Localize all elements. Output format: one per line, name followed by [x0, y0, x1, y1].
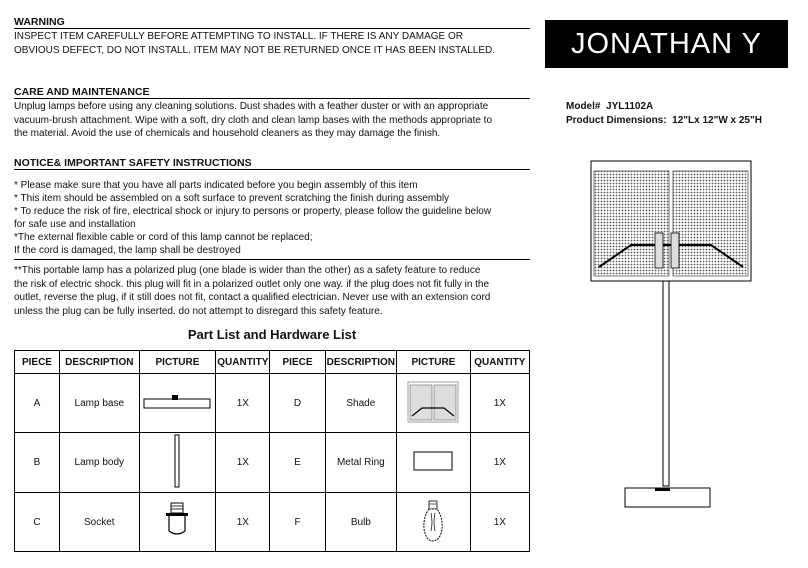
- warning-text: [14, 30, 544, 57]
- picture-cell: [139, 493, 216, 552]
- notice-line: If the cord is damaged, the lamp shall be destroyed: [14, 245, 241, 256]
- lamp-body-picture: [167, 433, 187, 489]
- warning-title: WARNING: [14, 16, 530, 29]
- metal-ring-picture: [412, 449, 454, 473]
- quantity-cell: 1X: [470, 374, 529, 433]
- table-row: [15, 433, 530, 493]
- description-cell: Lamp body: [59, 433, 139, 493]
- notice-list: [14, 179, 544, 257]
- care-line: Unplug lamps before using any cleaning solutions. Dust shades with a feather duster or with an appropriate: [14, 101, 489, 112]
- care-title: CARE AND MAINTENANCE: [14, 86, 530, 99]
- lamp-diagram: [585, 155, 760, 510]
- piece-cell: C: [15, 493, 60, 552]
- picture-cell: [397, 493, 471, 552]
- picture-cell: [139, 433, 216, 493]
- parts-table: [14, 350, 530, 552]
- model-number: Model# JYL1102A: [566, 101, 654, 112]
- description-cell: Lamp base: [59, 374, 139, 433]
- notice-line: for safe use and installation: [14, 219, 136, 230]
- shade-drawing: [591, 161, 751, 281]
- table-header-row: [15, 351, 530, 374]
- lamp-base-drawing: [625, 488, 710, 507]
- piece-cell: B: [15, 433, 60, 493]
- description-cell: Shade: [325, 374, 397, 433]
- piece-cell: D: [270, 374, 325, 433]
- column-header: PICTURE: [139, 351, 216, 374]
- table-row: [15, 374, 530, 433]
- notice-line: * Please make sure that you have all parts indicated before you begin assembly of this item: [14, 180, 418, 191]
- polarized-line: the risk of electric shock. this plug will fit in a polarized outlet only one way. if the plug does not fit fully in the: [14, 278, 490, 290]
- picture-cell: [397, 374, 471, 433]
- quantity-cell: 1X: [216, 374, 270, 433]
- column-header: QUANTITY: [216, 351, 270, 374]
- care-text: [14, 100, 544, 141]
- piece-cell: F: [270, 493, 325, 552]
- piece-cell: A: [15, 374, 60, 433]
- table-row: [15, 493, 530, 552]
- column-header: QUANTITY: [470, 351, 529, 374]
- piece-cell: E: [270, 433, 325, 493]
- product-dimensions: Product Dimensions: 12"Lx 12"W x 25"H: [566, 115, 762, 126]
- notice-line: * This item should be assembled on a soft surface to prevent scratching the finish during assembly: [14, 193, 450, 204]
- polarized-line: outlet, reverse the plug, if it still does not fit, contact a qualified electrician. Never use with an extension cord: [14, 292, 491, 303]
- quantity-cell: 1X: [470, 493, 529, 552]
- description-cell: Metal Ring: [325, 433, 397, 493]
- column-header: PIECE: [270, 351, 325, 374]
- lamp-rod-drawing: [663, 281, 669, 486]
- care-line: vacuum-brush attachment. Wipe with a soft, dry cloth and clean lamp bases with the methods appropriate to: [14, 114, 493, 126]
- socket-picture: [162, 501, 192, 541]
- quantity-cell: 1X: [216, 493, 270, 552]
- polarized-line: unless the plug can be fully inserted. do not attempt to disregard this safety feature.: [14, 305, 383, 317]
- brand-logo: JONATHAN Y: [545, 20, 788, 68]
- notice-line: * To reduce the risk of fire, electrical shock or injury to persons or property, please follow the guideline below: [14, 206, 492, 217]
- shade-picture: [407, 381, 459, 423]
- quantity-cell: 1X: [470, 433, 529, 493]
- column-header: DESCRIPTION: [325, 351, 397, 374]
- bulb-picture: [421, 499, 445, 543]
- picture-cell: [139, 374, 216, 433]
- notice-title: NOTICE& IMPORTANT SAFETY INSTRUCTIONS: [14, 157, 530, 170]
- product-info: [566, 100, 762, 128]
- parts-table-title: Part List and Hardware List: [187, 327, 357, 342]
- notice-line: *The external flexible cable or cord of this lamp cannot be replaced;: [14, 232, 313, 243]
- care-line: the material. Avoid the use of chemicals and household cleaners as they may damage the finish.: [14, 128, 441, 139]
- quantity-cell: 1X: [216, 433, 270, 493]
- warning-line: INSPECT ITEM CAREFULLY BEFORE ATTEMPTING TO INSTALL. IF THERE IS ANY DAMAGE OR: [14, 31, 463, 42]
- polarized-plug-text: [14, 264, 544, 318]
- lamp-base-picture: [142, 392, 212, 412]
- description-cell: Bulb: [325, 493, 397, 552]
- column-header: DESCRIPTION: [59, 351, 139, 374]
- notice-divider: [14, 259, 530, 260]
- polarized-line: **This portable lamp has a polarized plug (one blade is wider than the other) as a safety feature to reduce: [14, 265, 481, 276]
- column-header: PIECE: [15, 351, 60, 374]
- picture-cell: [397, 433, 471, 493]
- column-header: PICTURE: [397, 351, 471, 374]
- description-cell: Socket: [59, 493, 139, 552]
- warning-line: OBVIOUS DEFECT, DO NOT INSTALL. ITEM MAY NOT BE RETURNED ONCE IT HAS BEEN INSTALLED.: [14, 44, 496, 56]
